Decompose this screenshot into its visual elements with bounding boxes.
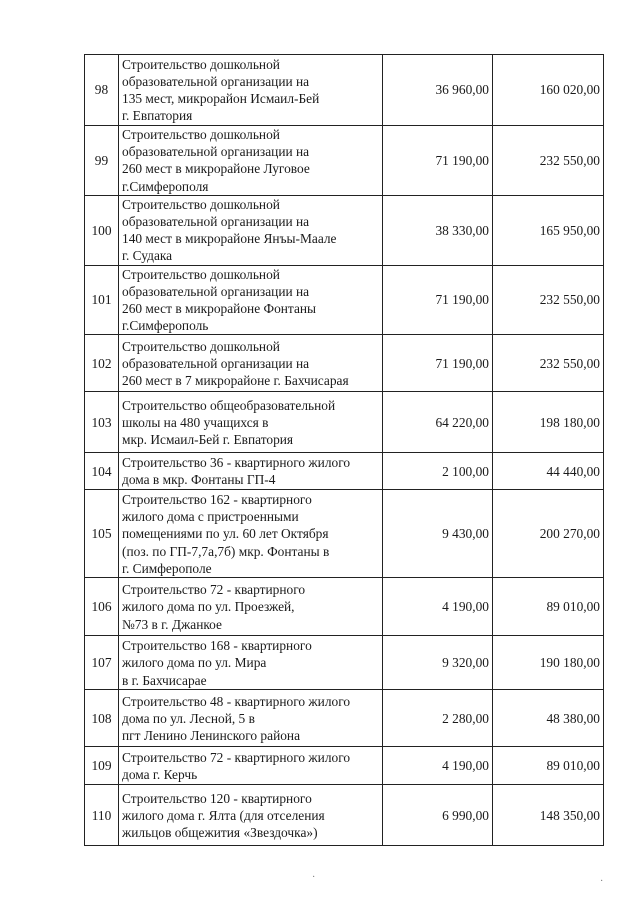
table-row	[85, 490, 604, 578]
construction-objects-table	[84, 54, 604, 846]
scan-speck: ·	[600, 876, 604, 887]
object-name: Строительство 162 - квартирного жилого дома с пристроенными помещениями по ул. 60 лет Октября (поз. по ГП-7,7а,7б) мкр. Фонтаны в г. Симферополе	[119, 490, 383, 578]
object-name: Строительство 72 - квартирного жилого дома по ул. Проезжей, №73 в г. Джанкое	[119, 578, 383, 636]
object-name: Строительство дошкольной образовательной организации на 260 мест в 7 микрорайоне г. Бахчисарая	[119, 335, 383, 392]
object-name: Строительство дошкольной образовательной организации на 140 мест в микрорайоне Янъы-Маале г. Судака	[119, 195, 383, 265]
table-row	[85, 335, 604, 392]
object-name: Строительство 36 - квартирного жилого дома в мкр. Фонтаны ГП-4	[119, 453, 383, 490]
object-name: Строительство общеобразовательной школы на 480 учащихся в мкр. Исмаил-Бей г. Евпатория	[119, 392, 383, 453]
row-number: 100	[85, 195, 119, 265]
row-number: 101	[85, 265, 119, 335]
row-number: 105	[85, 490, 119, 578]
table-row	[85, 195, 604, 265]
value-column-1: 9 430,00	[383, 490, 493, 578]
value-column-2: 198 180,00	[493, 392, 604, 453]
object-name: Строительство дошкольной образовательной организации на 260 мест в микрорайоне Фонтаны г.Симферополь	[119, 265, 383, 335]
value-column-1: 36 960,00	[383, 55, 493, 126]
value-column-1: 9 320,00	[383, 636, 493, 690]
value-column-2: 160 020,00	[493, 55, 604, 126]
value-column-1: 6 990,00	[383, 785, 493, 846]
table-row	[85, 392, 604, 453]
table-row	[85, 55, 604, 126]
value-column-2: 89 010,00	[493, 578, 604, 636]
value-column-1: 4 190,00	[383, 747, 493, 785]
value-column-2: 48 380,00	[493, 690, 604, 747]
value-column-2: 165 950,00	[493, 195, 604, 265]
row-number: 98	[85, 55, 119, 126]
value-column-1: 64 220,00	[383, 392, 493, 453]
scan-speck: ·	[312, 872, 316, 883]
row-number: 109	[85, 747, 119, 785]
table-row	[85, 690, 604, 747]
table-row	[85, 265, 604, 335]
value-column-1: 71 190,00	[383, 265, 493, 335]
object-name: Строительство 168 - квартирного жилого дома по ул. Мира в г. Бахчисарае	[119, 636, 383, 690]
row-number: 108	[85, 690, 119, 747]
value-column-2: 190 180,00	[493, 636, 604, 690]
row-number: 103	[85, 392, 119, 453]
value-column-2: 232 550,00	[493, 265, 604, 335]
value-column-1: 71 190,00	[383, 126, 493, 196]
value-column-2: 232 550,00	[493, 335, 604, 392]
row-number: 107	[85, 636, 119, 690]
table-row	[85, 785, 604, 846]
value-column-1: 4 190,00	[383, 578, 493, 636]
table-row	[85, 747, 604, 785]
table-row	[85, 578, 604, 636]
value-column-2: 232 550,00	[493, 126, 604, 196]
row-number: 104	[85, 453, 119, 490]
table-row	[85, 126, 604, 196]
object-name: Строительство 48 - квартирного жилого дома по ул. Лесной, 5 в пгт Ленино Ленинского района	[119, 690, 383, 747]
object-name: Строительство 72 - квартирного жилого дома г. Керчь	[119, 747, 383, 785]
row-number: 99	[85, 126, 119, 196]
object-name: Строительство дошкольной образовательной организации на 135 мест, микрорайон Исмаил-Бей г. Евпатория	[119, 55, 383, 126]
object-name: Строительство 120 - квартирного жилого дома г. Ялта (для отселения жильцов общежития «Звездочка»)	[119, 785, 383, 846]
value-column-2: 89 010,00	[493, 747, 604, 785]
object-name: Строительство дошкольной образовательной организации на 260 мест в микрорайоне Луговое г.Симферополя	[119, 126, 383, 196]
value-column-1: 2 280,00	[383, 690, 493, 747]
table-row	[85, 636, 604, 690]
value-column-1: 38 330,00	[383, 195, 493, 265]
row-number: 106	[85, 578, 119, 636]
value-column-2: 148 350,00	[493, 785, 604, 846]
row-number: 102	[85, 335, 119, 392]
value-column-2: 200 270,00	[493, 490, 604, 578]
value-column-1: 71 190,00	[383, 335, 493, 392]
row-number: 110	[85, 785, 119, 846]
value-column-1: 2 100,00	[383, 453, 493, 490]
value-column-2: 44 440,00	[493, 453, 604, 490]
table-row	[85, 453, 604, 490]
